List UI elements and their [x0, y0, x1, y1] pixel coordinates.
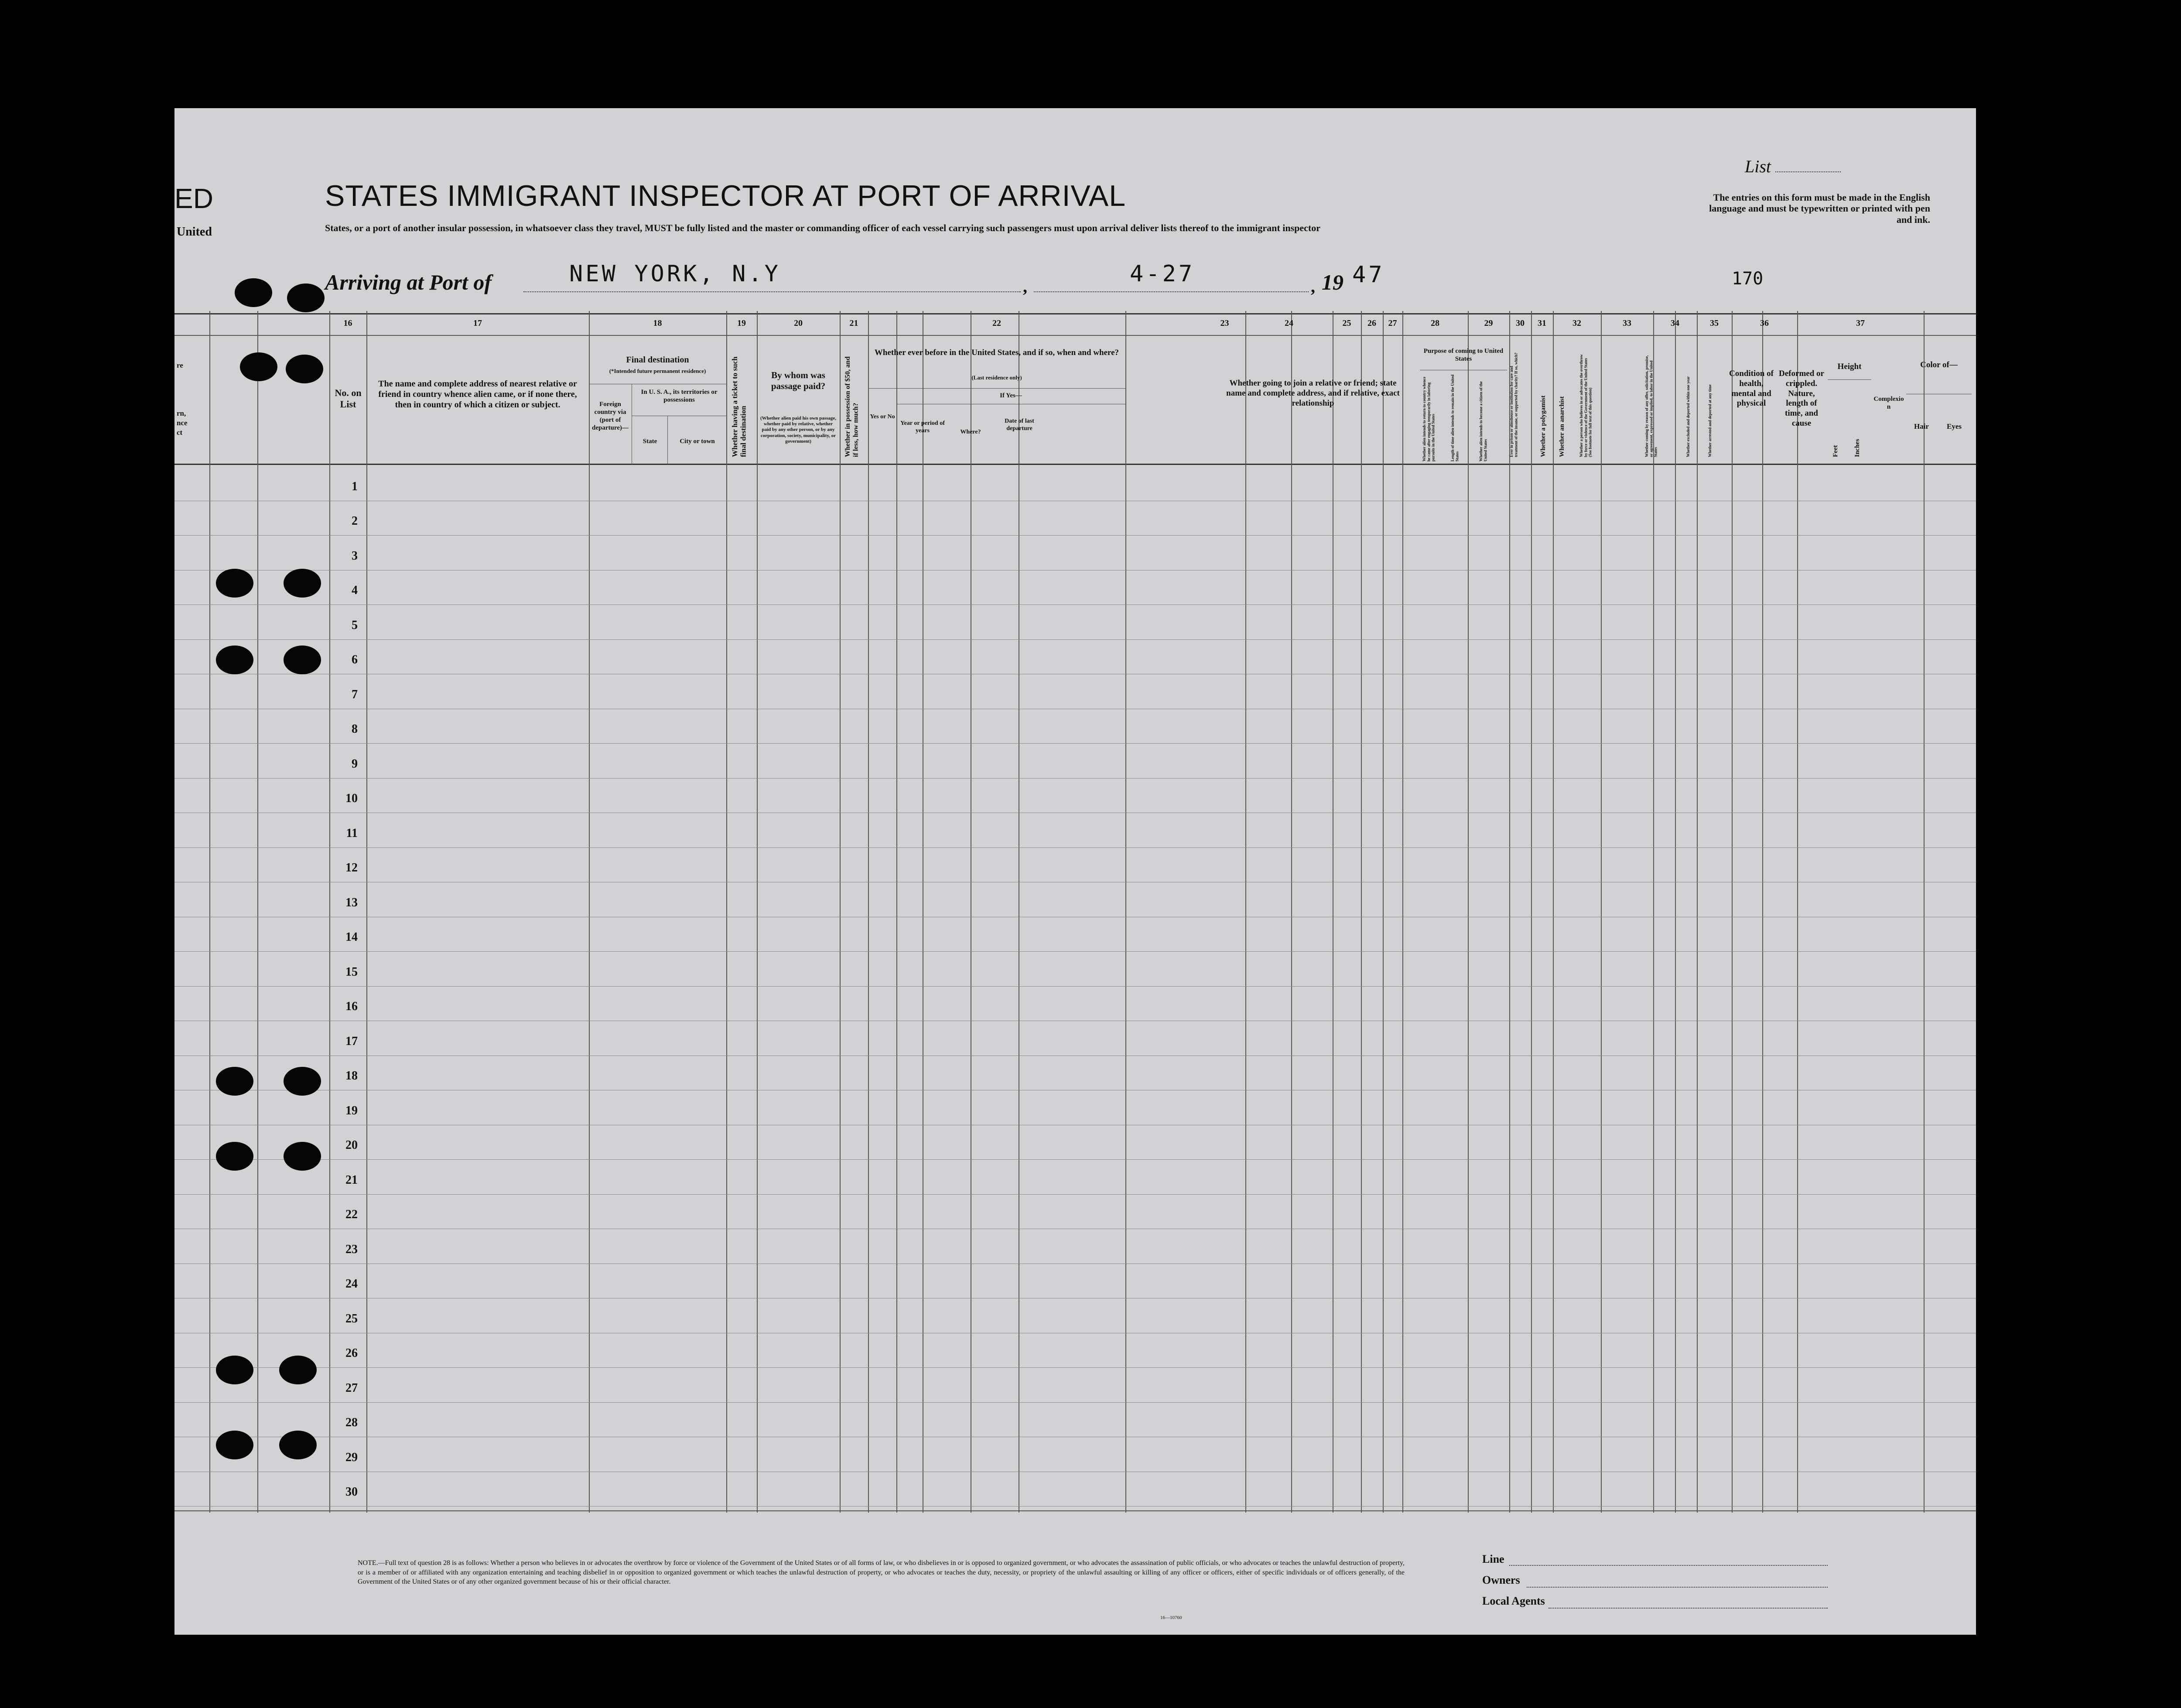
head-nearest-relative: The name and complete address of nearest relative or friend in country whence alien came, or if none there, then in country of which a citizen or subject. [378, 379, 577, 410]
row-rule [174, 986, 1976, 987]
comma-2: , [1311, 277, 1315, 296]
head-inches: Inches [1854, 439, 1861, 457]
head-overthrow: Whether a person who believes in or advocates the overthrow by force or violence of the Government of the United States (See footnote for full text of this question) [1579, 354, 1593, 457]
row-number: 3 [352, 549, 358, 563]
row-number: 21 [345, 1173, 358, 1187]
punch-hole [240, 352, 277, 381]
year-value: 47 [1352, 262, 1385, 288]
head-height: Height [1837, 362, 1862, 371]
colnum-16: 16 [343, 318, 352, 328]
head-in-usa: In U. S. A., its territories or possessions [641, 389, 718, 403]
row-number: 28 [345, 1416, 358, 1429]
date-value: 4-27 [1130, 261, 1195, 287]
left-fragment-d: ct [177, 428, 183, 437]
row-rule [174, 535, 1976, 536]
row-number: 29 [345, 1450, 358, 1464]
form-code: 16—10760 [1160, 1615, 1182, 1620]
colnum-26: 26 [1367, 318, 1376, 328]
row-number: 1 [352, 479, 358, 493]
row-number: 13 [345, 895, 358, 909]
row-number: 22 [345, 1208, 358, 1221]
row-rule [174, 847, 1976, 848]
list-blank [1775, 171, 1841, 172]
head-passage-paid: By whom was passage paid? [771, 370, 826, 392]
punch-hole [287, 284, 325, 312]
row-number: 11 [346, 826, 358, 840]
head-city: City or town [680, 438, 715, 445]
head-feet: Feet [1832, 445, 1839, 457]
colnum-27: 27 [1388, 318, 1397, 328]
head-date-departure: Date of last departure [1005, 418, 1034, 432]
row-rule [174, 1194, 1976, 1195]
local-agents-label: Local Agents [1482, 1595, 1545, 1607]
left-fragment-c: nce [177, 419, 188, 427]
owners-blank [1527, 1587, 1828, 1588]
colnum-29: 29 [1484, 318, 1493, 328]
list-label-text: List [1745, 157, 1771, 176]
row-number: 18 [345, 1069, 358, 1083]
punch-hole [216, 646, 253, 674]
comma-1: , [1023, 277, 1027, 296]
head-fifty-dollars: Whether in possession of $50, and if less, how much? [844, 356, 860, 457]
punch-hole [284, 1142, 321, 1171]
head-passage-note: (Whether alien paid his own passage, whether paid by relative, whether paid by any other person, or by any corporation, society, municipality, or government) [760, 416, 836, 444]
head-purpose: Purpose of coming to United States [1423, 348, 1504, 362]
head-no-on-list: No. on List [335, 387, 362, 410]
left-title-fragment: ED [174, 183, 213, 214]
head-ever-before-note: (Last residence only) [971, 374, 1022, 381]
head-foreign-country: Foreign country via (port of departure)— [592, 401, 629, 431]
punch-hole [216, 1067, 253, 1096]
colnum-36: 36 [1760, 318, 1769, 328]
head-health: Condition of health, mental and physical [1729, 369, 1774, 408]
head-arrested: Whether arrested and deported at any time [1708, 384, 1712, 457]
row-rule [174, 1159, 1976, 1160]
local-agents-blank [1549, 1608, 1828, 1609]
port-value: NEW YORK, N.Y [569, 261, 781, 287]
row-number: 20 [345, 1138, 358, 1152]
usa-vrule [667, 416, 668, 465]
punch-hole [284, 1067, 321, 1096]
colnum-25: 25 [1342, 318, 1351, 328]
head-ever-before: Whether ever before in the United States, and if so, when and where? [874, 348, 1119, 357]
punch-hole [216, 1356, 253, 1384]
height-split [1828, 379, 1871, 380]
row-number: 25 [345, 1312, 358, 1325]
colnum-33: 33 [1623, 318, 1631, 328]
row-number: 12 [345, 861, 358, 874]
row-number: 10 [345, 792, 358, 805]
row-number: 17 [345, 1034, 358, 1048]
colnum-34: 34 [1671, 318, 1679, 328]
head-prison: Ever in prison or almshouse or institution for care and treatment of the insane, or supported by charity? If so, which? [1509, 352, 1518, 457]
colnum-35: 35 [1710, 318, 1719, 328]
colnum-37: 37 [1856, 318, 1865, 328]
row-number: 23 [345, 1242, 358, 1256]
row-number: 6 [352, 653, 358, 666]
form-title: STATES IMMIGRANT INSPECTOR AT PORT OF ARRIVAL [325, 179, 1126, 212]
colnum-19: 19 [737, 318, 746, 328]
owners-label: Owners [1482, 1574, 1520, 1586]
form-subtitle: States, or a port of another insular possession, in whatsoever class they travel, MUST be fully listed and the master or commanding officer of each vessel carrying such passengers must upon arrival deliver lists thereof to the immigrant inspector [325, 222, 1320, 233]
head-where: Where? [960, 429, 981, 435]
head-join-relative: Whether going to join a relative or friend; state name and complete address, and if relative, exact relationship [1226, 379, 1400, 408]
colnum-31: 31 [1538, 318, 1546, 328]
head-excluded: Whether excluded and deported within one year [1686, 376, 1690, 457]
row-number: 15 [345, 965, 358, 979]
line-blank [1509, 1565, 1828, 1566]
colnum-18: 18 [653, 318, 662, 328]
row-rule [174, 951, 1976, 952]
head-anarchist: Whether an anarchist [1559, 396, 1566, 457]
head-complexion: Complexion [1873, 396, 1904, 410]
head-color-of: Color of— [1920, 360, 1958, 369]
row-rule [174, 639, 1976, 640]
row-rule [174, 778, 1976, 779]
punch-hole [216, 569, 253, 598]
colnum-32: 32 [1573, 318, 1581, 328]
ever-split [868, 388, 1125, 389]
form-instructions: The entries on this form must be made in the English language and must be typewritten or printed with pen and ink. [1709, 192, 1930, 225]
colnum-24: 24 [1285, 318, 1293, 328]
head-deformed: Deformed or crippled. Nature, length of time, and cause [1779, 369, 1824, 428]
head-yes-or-no: Yes or No [870, 413, 895, 420]
head-labor-offer: Whether coming by reason of any offer, solicitation, promise, or agreement, expressed or implied, to labor in the United States [1644, 355, 1658, 457]
header-bottom-line [174, 464, 1976, 465]
row-number: 30 [345, 1485, 358, 1499]
row-rule [174, 1367, 1976, 1368]
manifest-sheet [174, 108, 1976, 1635]
row-number: 8 [352, 722, 358, 736]
left-fragment-b: rn, [177, 409, 186, 417]
colnum-30: 30 [1516, 318, 1525, 328]
row-number: 16 [345, 1000, 358, 1013]
punch-hole [284, 646, 321, 674]
punch-hole [279, 1431, 317, 1459]
page-number: 170 [1732, 269, 1764, 289]
row-number: 9 [352, 757, 358, 771]
table-top-border [174, 287, 1976, 314]
punch-hole [284, 569, 321, 598]
head-purpose-b: Length of time alien intends to remain in the United States [1450, 374, 1460, 461]
row-number: 2 [352, 514, 358, 528]
line-label: Line [1482, 1553, 1504, 1565]
head-eyes: Eyes [1947, 422, 1962, 430]
table-bottom-line [174, 1510, 1976, 1511]
head-ticket: Whether having a ticket to such final destination [731, 356, 748, 457]
head-final-destination: Final destination [626, 355, 689, 365]
arriving-label: Arriving at Port of [325, 270, 492, 294]
punch-hole [235, 278, 272, 307]
row-number: 5 [352, 618, 358, 632]
colnum-28: 28 [1431, 318, 1439, 328]
row-number: 4 [352, 584, 358, 597]
punch-hole [216, 1142, 253, 1171]
row-number: 27 [345, 1381, 358, 1395]
head-if-yes: If Yes— [1000, 392, 1022, 399]
head-year-period: Year or period of years [900, 420, 945, 434]
left-fragment-a: re [177, 361, 183, 369]
punch-hole [216, 1431, 253, 1459]
row-number: 24 [345, 1277, 358, 1291]
row-number: 26 [345, 1346, 358, 1360]
row-rule [174, 1402, 1976, 1403]
head-purpose-c: Whether alien intends to become a citizen of the United States [1479, 381, 1488, 461]
head-purpose-a: Whether alien intends to return to country whence he came after engaging temporarily in laboring pursuits in the United States [1422, 376, 1436, 461]
colnum-17: 17 [473, 318, 482, 328]
row-number: 7 [352, 687, 358, 701]
row-number: 14 [345, 930, 358, 944]
year-prefix: 19 [1322, 270, 1343, 294]
colnum-23: 23 [1220, 318, 1229, 328]
row-number: 19 [345, 1103, 358, 1117]
list-label [1745, 156, 1841, 177]
row-rule [174, 743, 1976, 744]
head-polygamist: Whether a polygamist [1540, 395, 1547, 457]
head-final-destination-note: (*Intended future permanent residence) [609, 368, 706, 374]
head-hair: Hair [1914, 422, 1929, 430]
punch-hole [286, 355, 323, 383]
head-state: State [643, 438, 657, 445]
footnote-q28: NOTE.—Full text of question 28 is as follows: Whether a person who believes in or advocates the overthrow by force or violence of the Government of the United States or of all forms of law, or who disbelieves in or is opposed to organized government, or who advocates the assassination of public officials, or who advocates or teaches the unlawful destruction of property, or is a member of or affiliated with any organization entertaining and teaching disbelief in or opposition to organized government or which teaches the unlawful destruction of property, or who advocates or teaches the duty, necessity, or propriety of the unlawful assaulting or killing of any officer or officers, either of specific individuals or of officers generally, of the Government of the United States or of any other organized government because of his or their official character. [358, 1559, 1405, 1586]
colnum-21: 21 [849, 318, 858, 328]
column-number-line [174, 335, 1976, 336]
colnum-22: 22 [992, 318, 1001, 328]
left-sub-fragment: United [177, 225, 212, 239]
punch-hole [279, 1356, 317, 1384]
colnum-20: 20 [794, 318, 803, 328]
